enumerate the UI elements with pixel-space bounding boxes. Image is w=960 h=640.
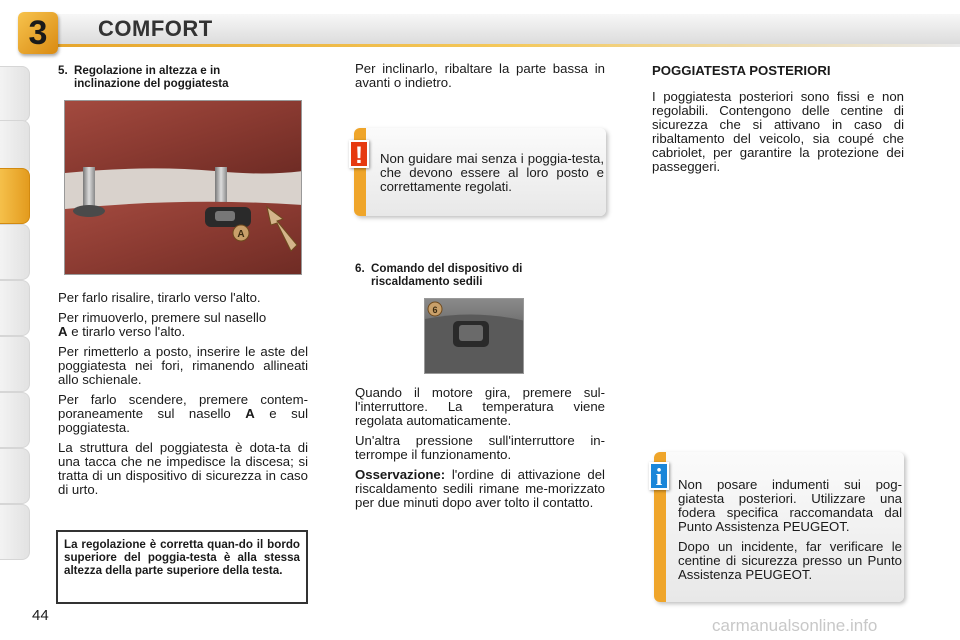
photo-label-6: 6 — [432, 305, 438, 315]
chapter-number-badge: 3 — [18, 12, 58, 54]
warning-exclamation-icon: ! — [349, 140, 369, 168]
header-accent-line — [50, 44, 960, 47]
section5-p2-text: Per rimuoverlo, premere sul nasello — [58, 310, 267, 325]
info-p1: Non posare indumenti sui pog-giatesta posteriori. Utilizzare una fodera specifica raccomandata dal Punto Assistenza PEUGEOT. — [678, 477, 902, 534]
section5-p1: Per farlo risalire, tirarlo verso l'alto. — [58, 290, 261, 305]
side-tab-6[interactable] — [0, 336, 30, 392]
section5-number: 5. — [58, 64, 68, 77]
side-tab-9[interactable] — [0, 504, 30, 560]
section5-p4-bold: A — [245, 406, 255, 421]
section5-title-line1: Regolazione in altezza e in — [74, 64, 221, 77]
photo-label-a: A — [237, 229, 245, 240]
section5-p4 — [58, 393, 308, 435]
rear-headrest-title: POGGIATESTA POSTERIORI — [652, 63, 831, 78]
warning-text: Non guidare mai senza i poggia-testa, che devono essere al loro posto e correttamente regolati. — [380, 151, 604, 194]
section5-p2 — [58, 311, 308, 339]
section6-title-line1: Comando del dispositivo di — [371, 262, 523, 275]
headrest-illustration — [65, 101, 302, 275]
chapter-title: COMFORT — [98, 16, 213, 41]
section6-p1: Quando il motore gira, premere sul-l'interruttore. La temperatura viene regolata automaticamente. — [355, 385, 605, 428]
section6-heading — [355, 262, 605, 288]
side-tab-4[interactable] — [0, 224, 30, 280]
info-p2: Dopo un incidente, far verificare le centine di sicurezza presso un Punto Assistenza PEUGEOT. — [678, 539, 902, 582]
section6-observation — [355, 468, 605, 510]
section5-body — [58, 291, 308, 503]
section5-heading — [58, 64, 318, 90]
section6-number: 6. — [355, 262, 365, 275]
info-box — [654, 452, 904, 602]
side-tab-8[interactable] — [0, 448, 30, 504]
side-tab-7[interactable] — [0, 392, 30, 448]
section5-p4-rest: e sul poggiatesta. — [58, 406, 308, 435]
section5-p3: Per rimetterlo a posto, inserire le aste del poggiatesta nei fori, rimanendo allineati allo schienale. — [58, 344, 308, 387]
headrest-photo — [64, 100, 302, 275]
rear-headrest-body: I poggiatesta posteriori sono fissi e non regolabili. Contengono delle centine di sicurezza che si attivano in caso di ribaltamento del veicolo, sia coupé che cabriolet, per garantire la protezione dei passeggeri. — [652, 89, 904, 174]
seat-heater-illustration — [425, 299, 524, 374]
observation-text: l'ordine di attivazione del riscaldamento sedili rimane me-morizzato per due minuti dopo aver tolto il contatto. — [355, 467, 605, 510]
section6-body — [355, 386, 605, 516]
side-tab-5[interactable] — [0, 280, 30, 336]
page-number: 44 — [32, 607, 49, 624]
section5-p5: La struttura del poggiatesta è dota-ta di una tacca che ne impedisce la discesa; si tratta di un dispositivo di sicurezza in caso di urto. — [58, 440, 308, 497]
observation-label: Osservazione: — [355, 467, 446, 482]
section6-p2: Un'altra pressione sull'interruttore in-terrompe il funzionamento. — [355, 433, 605, 462]
section6-title-line2: riscaldamento sedili — [371, 275, 483, 288]
seat-heater-switch-photo — [424, 298, 524, 374]
side-tab-1[interactable] — [0, 66, 30, 122]
section5-p2-rest: e tirarlo verso l'alto. — [71, 324, 186, 339]
warning-box — [354, 128, 606, 216]
watermark: carmanualsonline.info — [712, 616, 878, 635]
side-tab-active[interactable] — [0, 168, 30, 224]
info-icon: i — [649, 462, 669, 490]
section5-p2-bold: A — [58, 324, 68, 339]
info-body — [678, 478, 902, 588]
section5-title-line2: inclinazione del poggiatesta — [74, 77, 229, 90]
headrest-adjustment-note: La regolazione è corretta quan-do il bordo superiore del poggia-testa è alla stessa altezza della parte superiore della testa. — [56, 530, 308, 604]
section5-p4-text: Per farlo scendere, premere contem-poraneamente sul nasello — [58, 392, 308, 421]
tilt-instruction: Per inclinarlo, ribaltare la parte bassa in avanti o indietro. — [355, 61, 605, 90]
